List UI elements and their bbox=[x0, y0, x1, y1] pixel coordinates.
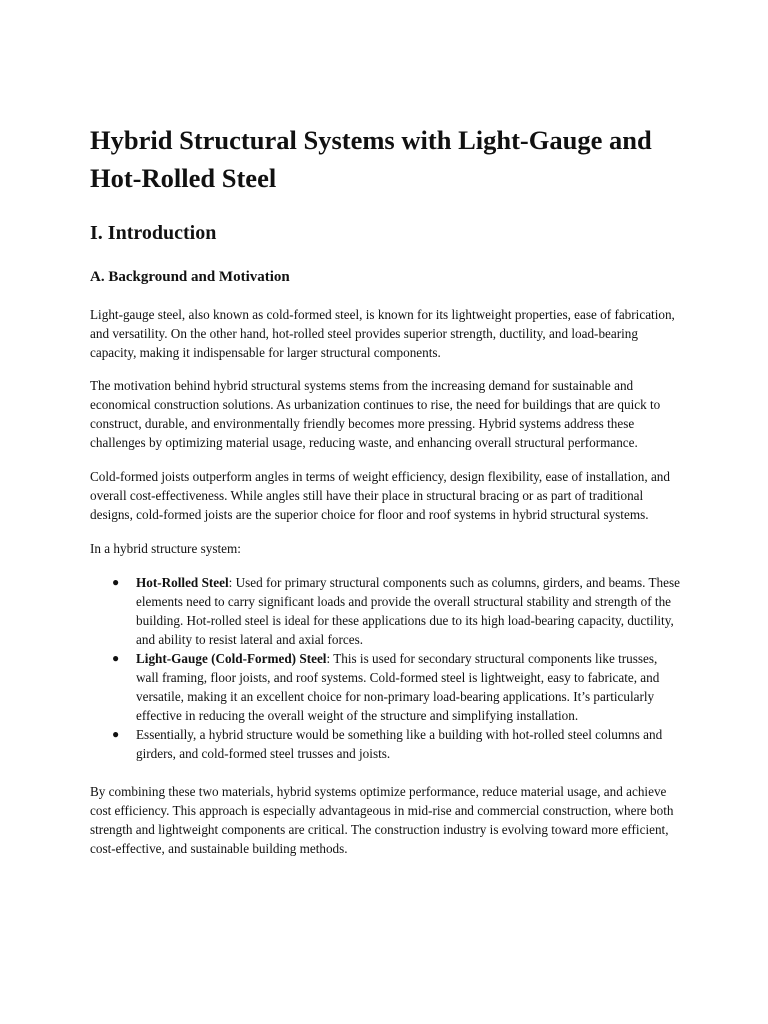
bullet-list bbox=[90, 573, 682, 763]
paragraph-closing: By combining these two materials, hybrid systems optimize performance, reduce material usage, and achieve cost efficiency. This approach is especially advantageous in mid-rise and commercial construction, where both strength and lightweight components are critical. The construction industry is evolving toward more efficient, cost-effective, and sustainable building methods. bbox=[90, 784, 674, 856]
bullet-icon: ● bbox=[112, 575, 120, 589]
list-item-text: Essentially, a hybrid structure would be something like a building with hot-rolled steel columns and girders, and cold-formed steel trusses and joists. bbox=[136, 727, 663, 761]
list-item bbox=[90, 725, 682, 763]
section-heading: I. Introduction bbox=[90, 222, 217, 244]
list-item-text: : Used for primary structural components such as columns, girders, and beams. These elements need to carry significant loads and provide the overall structural stability and strength of the building. Hot-rolled steel is ideal for these applications due to its high load-bearing capacity, ductility, and ability to resist lateral and axial forces. bbox=[136, 575, 680, 647]
document-page bbox=[90, 121, 682, 858]
list-item bbox=[90, 649, 682, 725]
list-item-term: Hot-Rolled Steel bbox=[136, 575, 229, 590]
bullet-icon: ● bbox=[112, 727, 120, 741]
document-title: Hybrid Structural Systems with Light-Gauge and Hot-Rolled Steel bbox=[90, 125, 652, 193]
list-item-text: : This is used for secondary structural components like trusses, wall framing, floor joists, and roof systems. Cold-formed steel is lightweight, easy to fabricate, and versatile, making it an excellent choice for non-primary load-bearing applications. It’s particularly effective in reducing the overall weight of the structure and simplifying installation. bbox=[136, 651, 660, 723]
paragraph-list-intro: In a hybrid structure system: bbox=[90, 541, 241, 556]
paragraph-cold-formed-joists: Cold-formed joists outperform angles in terms of weight efficiency, design flexibility, ease of installation, and overall cost-effectiveness. While angles still have their place in structural bracing or as part of traditional designs, cold-formed joists are the superior choice for floor and roof systems in hybrid structural systems. bbox=[90, 469, 670, 522]
paragraph-background: Light-gauge steel, also known as cold-formed steel, is known for its lightweight properties, ease of fabrication, and versatility. On the other hand, hot-rolled steel provides superior strength, ductility, and load-bearing capacity, making it indispensable for larger structural components. bbox=[90, 307, 675, 360]
list-item-term: Light-Gauge (Cold-Formed) Steel bbox=[136, 651, 327, 666]
subsection-heading: A. Background and Motivation bbox=[90, 269, 290, 285]
bullet-icon: ● bbox=[112, 651, 120, 665]
list-item bbox=[90, 573, 682, 649]
paragraph-motivation: The motivation behind hybrid structural systems stems from the increasing demand for sustainable and economical construction solutions. As urbanization continues to rise, the need for buildings that are quick to construct, durable, and environmentally friendly becomes more pressing. Hybrid systems address these challenges by optimizing material usage, reducing waste, and enhancing overall structural performance. bbox=[90, 378, 661, 450]
